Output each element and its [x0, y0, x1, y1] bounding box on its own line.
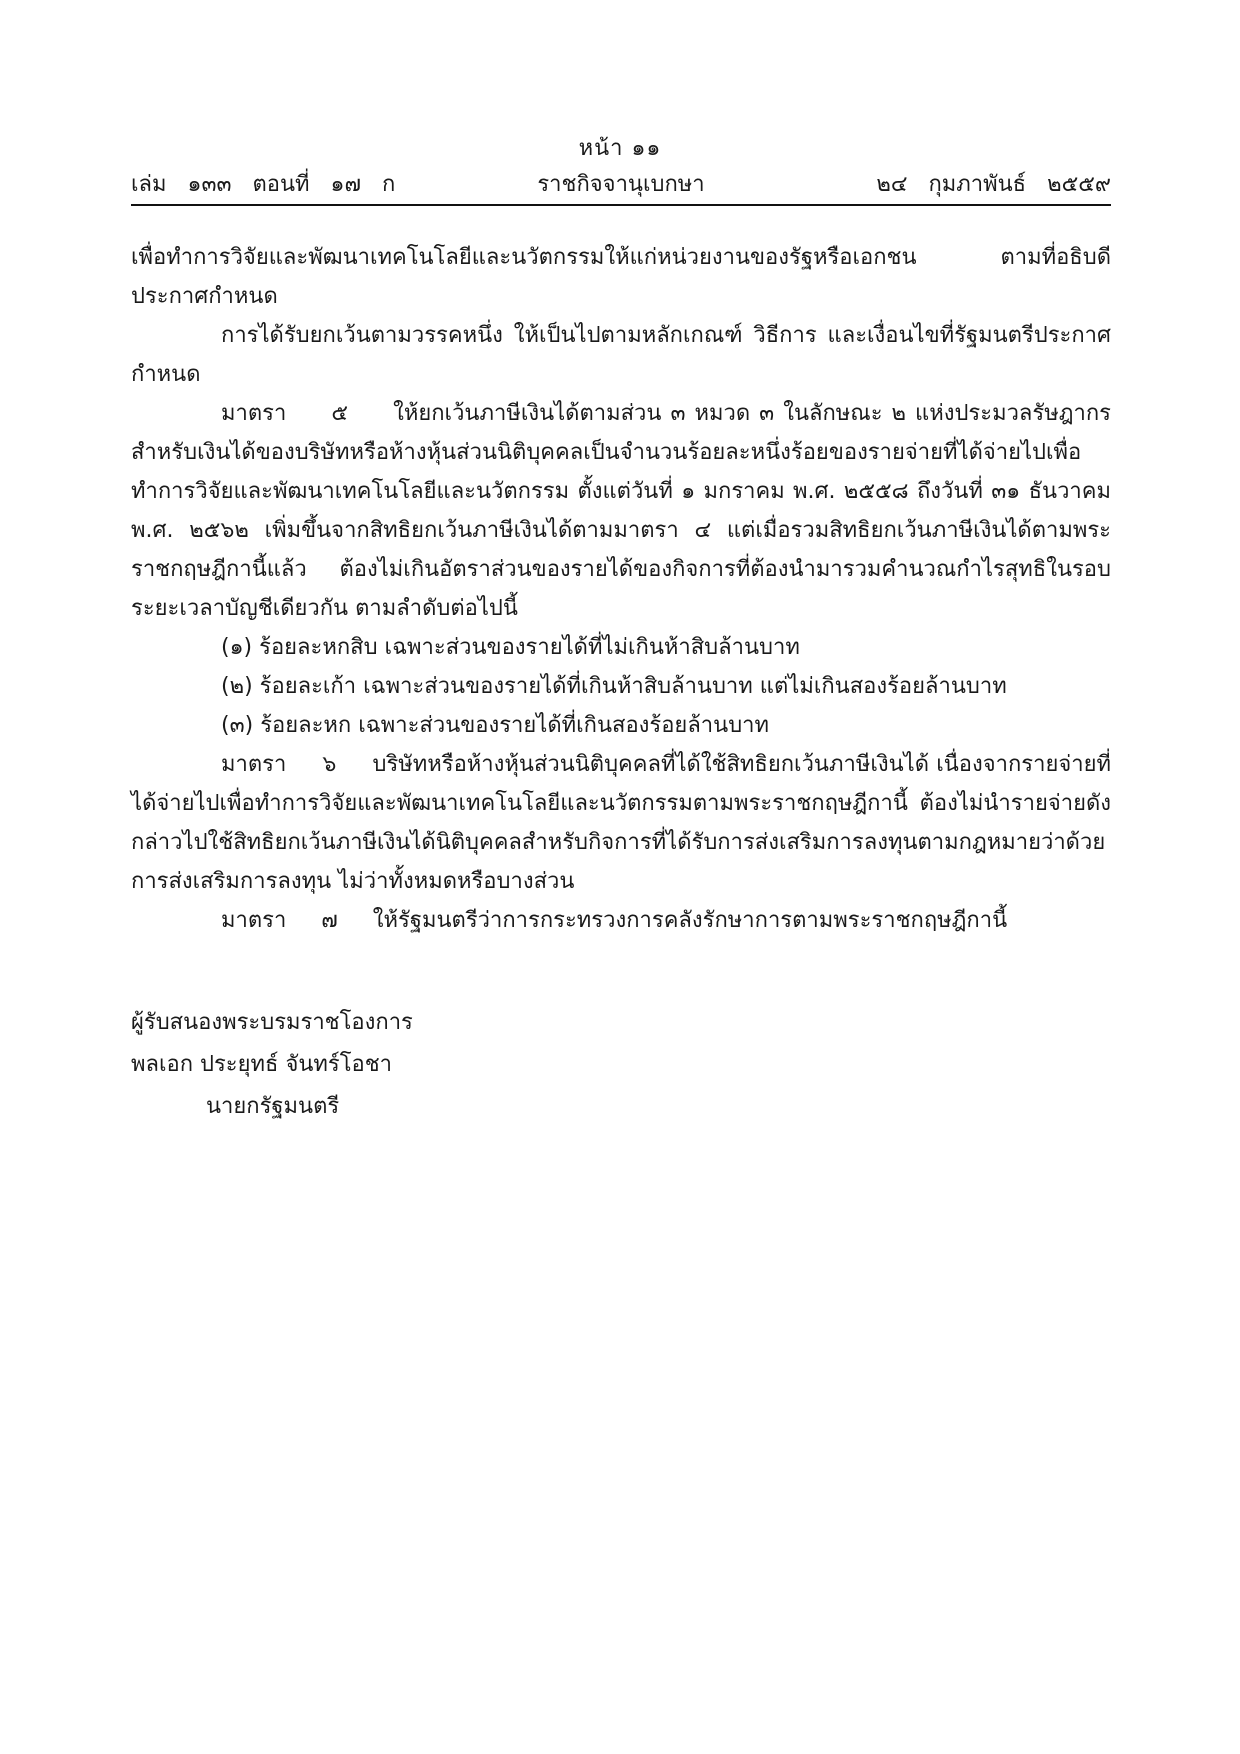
section-5 — [131, 394, 1111, 628]
page-number: หน้า ๑๑ — [578, 136, 662, 161]
section-6-label: มาตรา ๖ — [221, 752, 373, 777]
list-item: (๑) ร้อยละหกสิบ เฉพาะส่วนของรายได้ที่ไม่เกินห้าสิบล้านบาท — [221, 635, 800, 660]
paragraph-exemption-rules: การได้รับยกเว้นตามวรรคหนึ่ง ให้เป็นไปตามหลักเกณฑ์ วิธีการ และเงื่อนไขที่รัฐมนตรีประกาศกำหนด — [131, 323, 1111, 387]
section-7 — [131, 901, 1111, 940]
publication-date: ๒๔ กุมภาพันธ์ ๒๕๕๙ — [876, 172, 1111, 197]
paragraph-continuation: เพื่อทำการวิจัยและพัฒนาเทคโนโลยีและนวัตกรรมให้แก่หน่วยงานของรัฐหรือเอกชน ตามที่อธิบดีประกาศกำหนด — [131, 245, 1111, 309]
section-6-text: บริษัทหรือห้างหุ้นส่วนนิติบุคคลที่ได้ใช้สิทธิยกเว้นภาษีเงินได้ เนื่องจากรายจ่ายที่ได้จ่ายไปเพื่อทำการวิจัยและพัฒนาเทคโนโลยีและนวัตกรรมตามพระราชกฤษฎีกานี้ ต้องไม่นำรายจ่ายดังกล่าวไปใช้สิทธิยกเว้นภาษีเงินได้นิติบุคคลสำหรับกิจการที่ได้รับการส่งเสริมการลงทุนตามกฎหมายว่าด้วยการส่งเสริมการลงทุน ไม่ว่าทั้งหมดหรือบางส่วน — [131, 752, 1111, 894]
section-7-text: ให้รัฐมนตรีว่าการกระทรวงการคลังรักษาการตามพระราชกฤษฎีกานี้ — [372, 908, 1008, 933]
volume-issue: เล่ม ๑๓๓ ตอนที่ ๑๗ ก — [131, 172, 396, 197]
list-item: (๓) ร้อยละหก เฉพาะส่วนของรายได้ที่เกินสองร้อยล้านบาท — [221, 713, 770, 738]
document-body — [131, 238, 1111, 940]
header-rule — [131, 204, 1111, 206]
section-7-label: มาตรา ๗ — [221, 908, 373, 933]
section-6 — [131, 745, 1111, 901]
gazette-header — [131, 166, 1111, 198]
signatory-title: นายกรัฐมนตรี — [206, 1094, 340, 1119]
section-5-label: มาตรา ๕ — [221, 401, 394, 426]
countersign-line: ผู้รับสนองพระบรมราชโองการ — [131, 1010, 413, 1035]
section-5-text: ให้ยกเว้นภาษีเงินได้ตามส่วน ๓ หมวด ๓ ในลักษณะ ๒ แห่งประมวลรัษฎากร สำหรับเงินได้ของบริษัทหรือห้างหุ้นส่วนนิติบุคคลเป็นจำนวนร้อยละหนึ่งร้อยของรายจ่ายที่ได้จ่ายไปเพื่อทำการวิจัยและพัฒนาเทคโนโลยีและนวัตกรรม ตั้งแต่วันที่ ๑ มกราคม พ.ศ. ๒๕๕๘ ถึงวันที่ ๓๑ ธันวาคม พ.ศ. ๒๕๖๒ เพิ่มขึ้นจากสิทธิยกเว้นภาษีเงินได้ตามมาตรา ๔ แต่เมื่อรวมสิทธิยกเว้นภาษีเงินได้ตามพระราชกฤษฎีกานี้แล้ว ต้องไม่เกินอัตราส่วนของรายได้ของกิจการที่ต้องนำมารวมคำนวณกำไรสุทธิในรอบระยะเวลาบัญชีเดียวกัน ตามลำดับต่อไปนี้ — [131, 401, 1111, 621]
gazette-name: ราชกิจจานุเบกษา — [537, 172, 705, 197]
signature-block — [131, 1002, 413, 1128]
signatory-name: พลเอก ประยุทธ์ จันทร์โอชา — [131, 1052, 393, 1077]
list-item: (๒) ร้อยละเก้า เฉพาะส่วนของรายได้ที่เกินห้าสิบล้านบาท แต่ไม่เกินสองร้อยล้านบาท — [221, 674, 1007, 699]
